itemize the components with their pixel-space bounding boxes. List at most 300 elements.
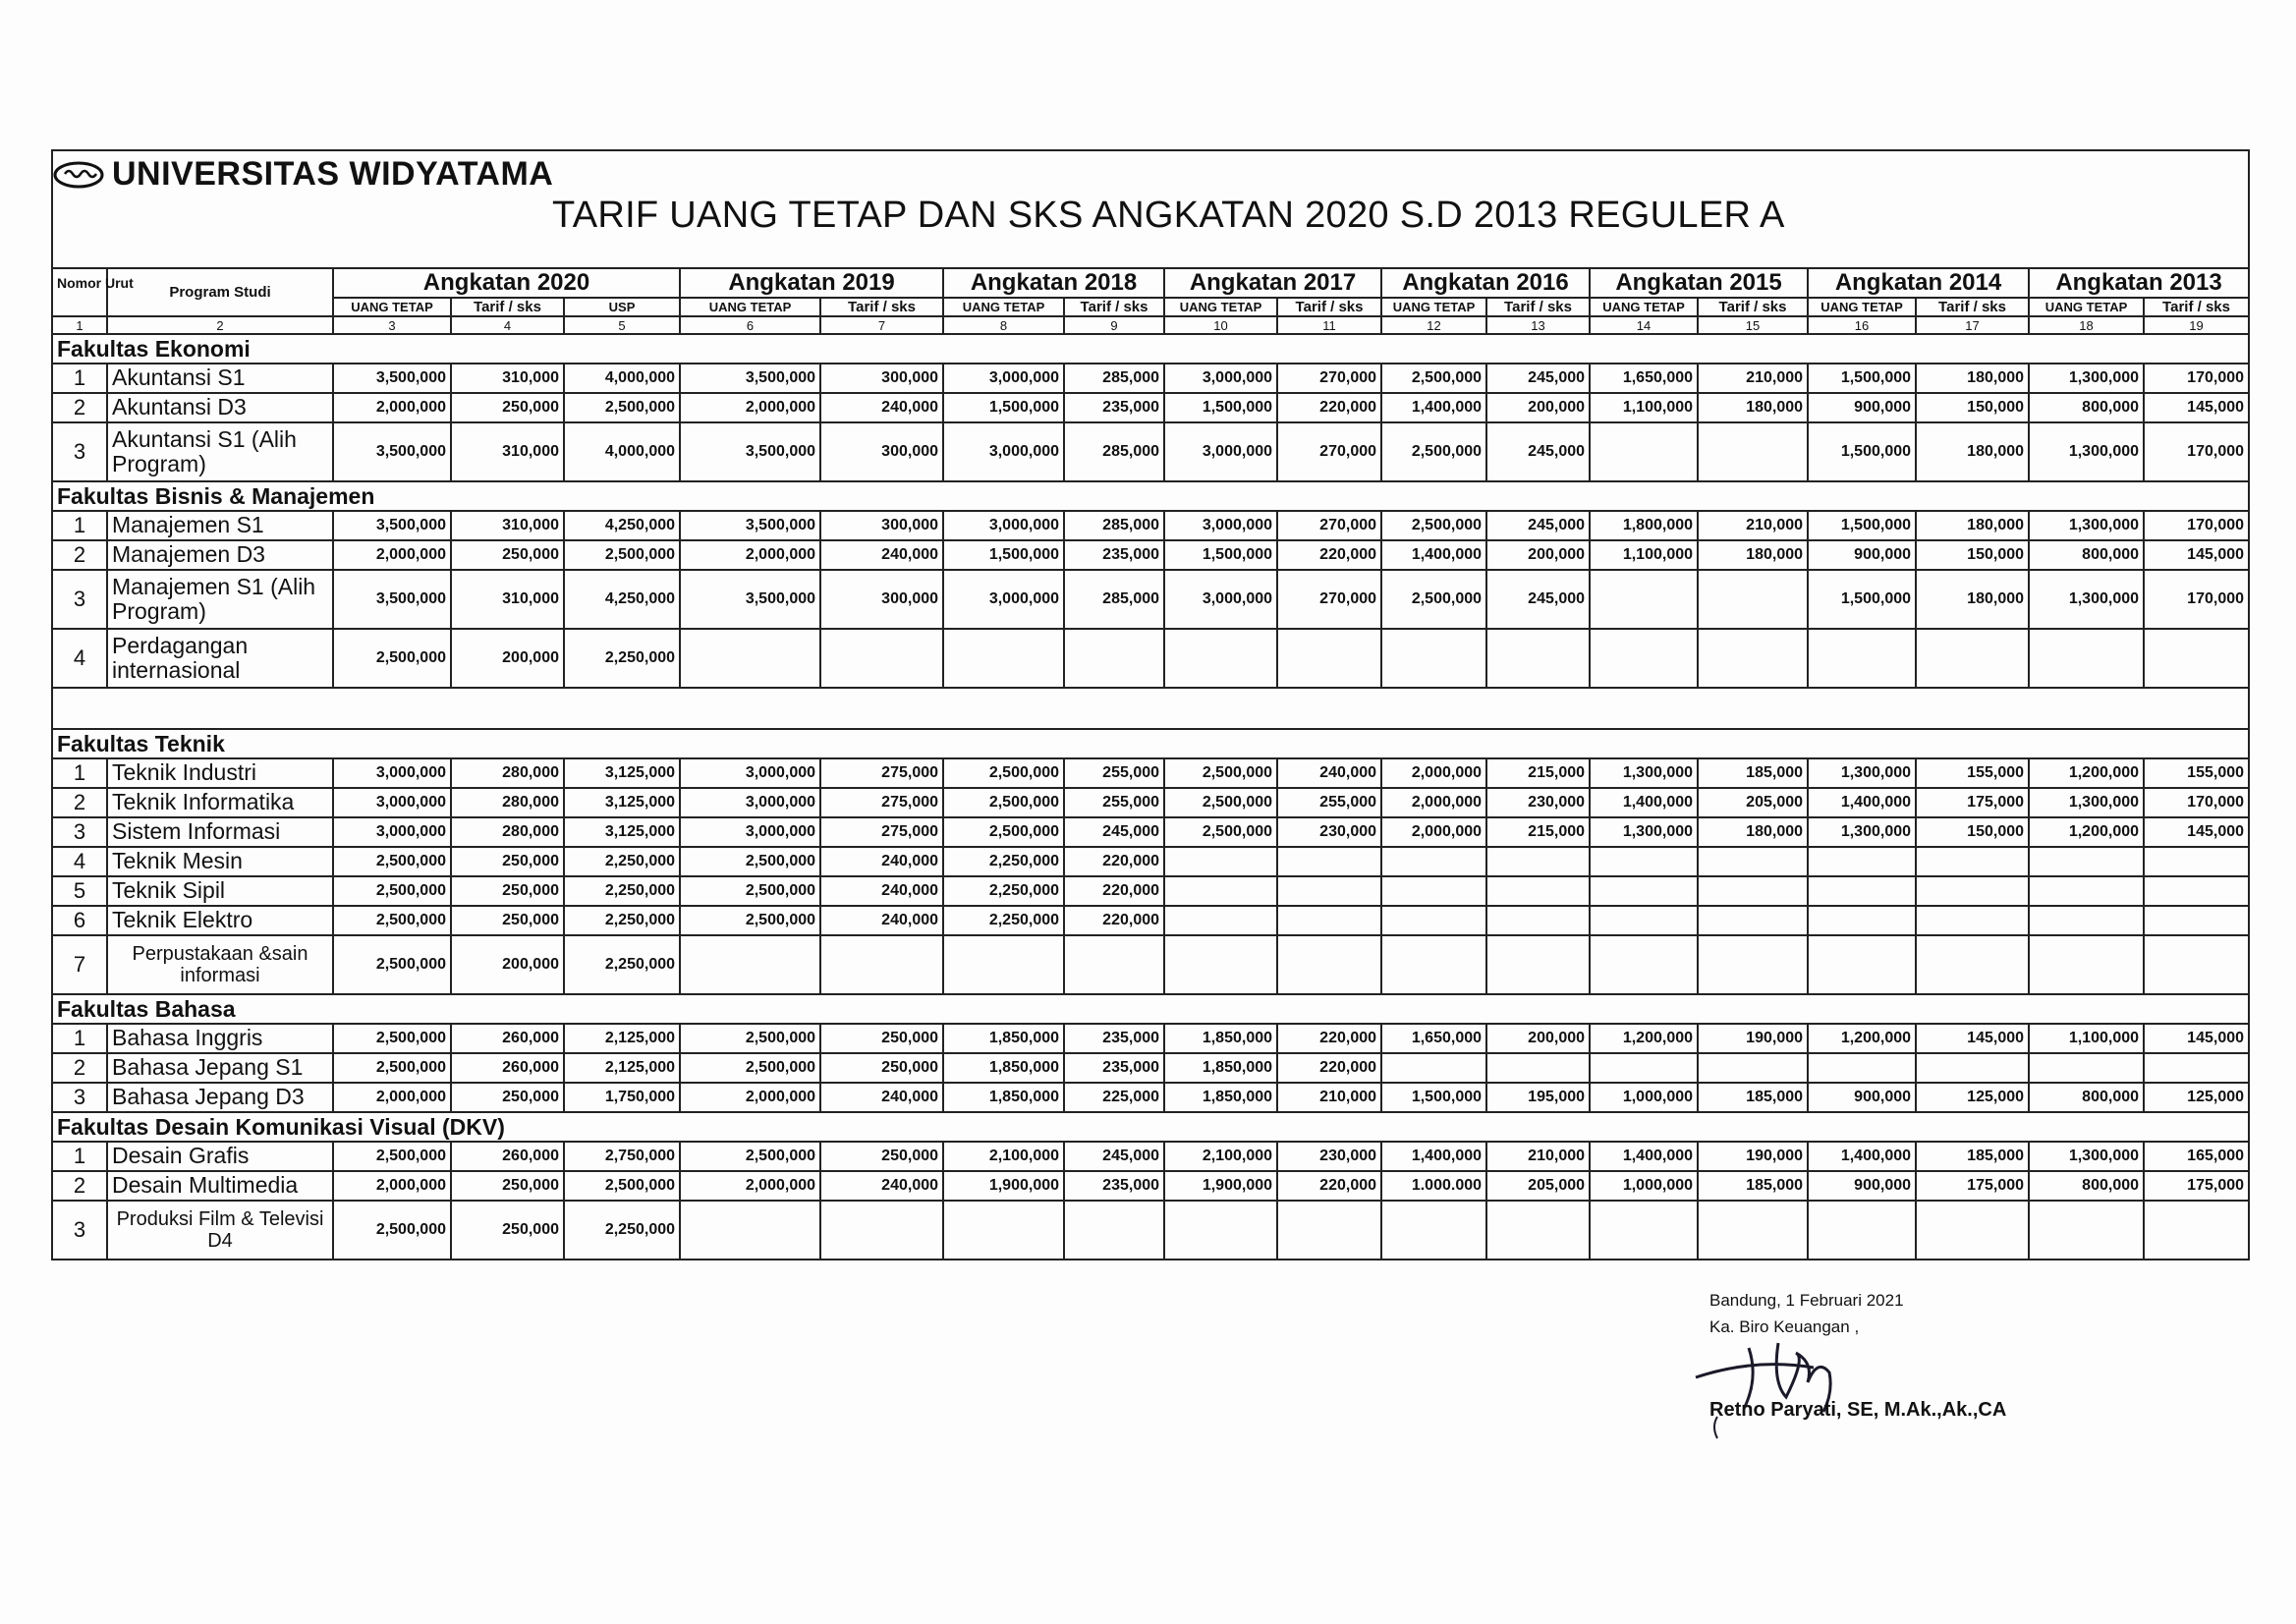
row-number: 1 — [52, 1142, 107, 1171]
subheader-uang-tetap: UANG TETAP — [943, 298, 1064, 316]
header-year: Angkatan 2018 — [943, 268, 1164, 298]
tariff-value: 2,500,000 — [564, 1171, 680, 1201]
column-number: 9 — [1064, 316, 1164, 334]
tariff-value — [1590, 422, 1698, 481]
tariff-value — [1064, 629, 1164, 688]
column-number: 12 — [1381, 316, 1486, 334]
row-number: 3 — [52, 1083, 107, 1112]
subheader-uang-tetap: UANG TETAP — [333, 298, 451, 316]
tariff-value: 1,300,000 — [2029, 422, 2144, 481]
document-title: TARIF UANG TETAP DAN SKS ANGKATAN 2020 S.D 2013 REGULER A — [552, 195, 1785, 236]
table-row — [52, 1053, 2249, 1083]
tariff-value: 145,000 — [1916, 1024, 2029, 1053]
table-row — [52, 629, 2249, 688]
table-row — [52, 540, 2249, 570]
tariff-value: 1,900,000 — [1164, 1171, 1277, 1201]
tariff-value: 800,000 — [2029, 540, 2144, 570]
tariff-value: 285,000 — [1064, 422, 1164, 481]
row-number: 2 — [52, 1171, 107, 1201]
tariff-value: 170,000 — [2144, 788, 2249, 817]
tariff-value — [680, 629, 820, 688]
tariff-value: 220,000 — [1064, 847, 1164, 876]
tariff-value: 2,250,000 — [564, 1201, 680, 1260]
tariff-value: 200,000 — [1486, 393, 1590, 422]
row-number: 2 — [52, 540, 107, 570]
tariff-value — [2144, 847, 2249, 876]
tariff-value: 3,000,000 — [1164, 364, 1277, 393]
tariff-value: 215,000 — [1486, 817, 1590, 847]
program-name: Desain Multimedia — [107, 1171, 333, 1201]
tariff-value: 170,000 — [2144, 511, 2249, 540]
subheader-tarif-sks: Tarif / sks — [1698, 298, 1808, 316]
tariff-value: 180,000 — [1916, 511, 2029, 540]
row-number: 1 — [52, 758, 107, 788]
subheader-uang-tetap: UANG TETAP — [1164, 298, 1277, 316]
table-row — [52, 935, 2249, 994]
program-name: Manajemen D3 — [107, 540, 333, 570]
tariff-value: 1,300,000 — [2029, 364, 2144, 393]
tariff-value: 1,650,000 — [1590, 364, 1698, 393]
tariff-value — [1164, 935, 1277, 994]
tariff-value: 1,200,000 — [2029, 758, 2144, 788]
table-row — [52, 788, 2249, 817]
column-number: 6 — [680, 316, 820, 334]
tariff-value: 285,000 — [1064, 570, 1164, 629]
tariff-value — [1381, 1201, 1486, 1260]
program-name: Manajemen S1 — [107, 511, 333, 540]
tariff-value: 285,000 — [1064, 511, 1164, 540]
tariff-value: 1,500,000 — [1808, 364, 1916, 393]
tariff-value: 1,650,000 — [1381, 1024, 1486, 1053]
column-number: 14 — [1590, 316, 1698, 334]
signature-place-date: Bandung, 1 Februari 2021 — [1709, 1291, 1904, 1310]
tariff-value: 275,000 — [820, 788, 943, 817]
tariff-value: 1,500,000 — [1164, 540, 1277, 570]
tariff-value — [2029, 847, 2144, 876]
tariff-value: 2,250,000 — [564, 629, 680, 688]
tariff-value: 3,000,000 — [943, 511, 1064, 540]
tariff-value: 2,250,000 — [564, 847, 680, 876]
tariff-value: 270,000 — [1277, 511, 1381, 540]
tariff-value — [1698, 876, 1808, 906]
tariff-value: 220,000 — [1277, 393, 1381, 422]
tariff-value: 145,000 — [2144, 540, 2249, 570]
tariff-value: 2,250,000 — [943, 847, 1064, 876]
tariff-value — [1916, 1053, 2029, 1083]
tariff-value: 3,000,000 — [333, 788, 451, 817]
tariff-value — [1164, 1201, 1277, 1260]
table-row — [52, 1024, 2249, 1053]
table-row — [52, 906, 2249, 935]
header-year: Angkatan 2016 — [1381, 268, 1590, 298]
tariff-value: 310,000 — [451, 364, 564, 393]
tariff-value: 1,850,000 — [1164, 1083, 1277, 1112]
tariff-value: 2,250,000 — [943, 906, 1064, 935]
tariff-value: 2,500,000 — [943, 758, 1064, 788]
tariff-value: 180,000 — [1916, 422, 2029, 481]
tariff-value: 180,000 — [1916, 570, 2029, 629]
tariff-value: 3,500,000 — [680, 364, 820, 393]
tariff-value: 1,900,000 — [943, 1171, 1064, 1201]
tariff-value: 250,000 — [451, 847, 564, 876]
tariff-value: 1,850,000 — [1164, 1053, 1277, 1083]
subheader-tarif-sks: Tarif / sks — [1916, 298, 2029, 316]
program-name: Perpustakaan &sain informasi — [107, 935, 333, 994]
tariff-value: 1,300,000 — [2029, 511, 2144, 540]
table-row — [52, 847, 2249, 876]
tariff-value: 1,100,000 — [1590, 393, 1698, 422]
program-name: Sistem Informasi — [107, 817, 333, 847]
tariff-value — [1916, 906, 2029, 935]
tariff-value: 240,000 — [820, 1083, 943, 1112]
tariff-value: 200,000 — [1486, 1024, 1590, 1053]
tariff-value: 3,000,000 — [1164, 511, 1277, 540]
tariff-value: 300,000 — [820, 364, 943, 393]
tariff-value — [2029, 935, 2144, 994]
row-number: 2 — [52, 1053, 107, 1083]
tariff-value: 1,200,000 — [1808, 1024, 1916, 1053]
table-row — [52, 817, 2249, 847]
tariff-value: 2,500,000 — [943, 788, 1064, 817]
tariff-value — [1916, 1201, 2029, 1260]
tariff-value — [1590, 847, 1698, 876]
program-name: Akuntansi S1 (Alih Program) — [107, 422, 333, 481]
tariff-value — [1698, 570, 1808, 629]
program-name: Desain Grafis — [107, 1142, 333, 1171]
tariff-value: 1,300,000 — [1808, 817, 1916, 847]
tariff-value — [1164, 906, 1277, 935]
tariff-value — [820, 935, 943, 994]
tariff-value: 2,500,000 — [564, 393, 680, 422]
tariff-value: 2,500,000 — [1381, 511, 1486, 540]
signature-position: Ka. Biro Keuangan , — [1709, 1317, 1860, 1337]
tariff-value — [2029, 1201, 2144, 1260]
tariff-value: 1,300,000 — [1590, 817, 1698, 847]
tariff-value: 235,000 — [1064, 1024, 1164, 1053]
tariff-value: 260,000 — [451, 1024, 564, 1053]
tariff-value: 1,800,000 — [1590, 511, 1698, 540]
tariff-value: 230,000 — [1277, 817, 1381, 847]
tariff-value: 220,000 — [1277, 1053, 1381, 1083]
tariff-value: 2,500,000 — [1381, 364, 1486, 393]
tariff-value — [1164, 847, 1277, 876]
tariff-value: 2,125,000 — [564, 1024, 680, 1053]
tariff-value — [1590, 629, 1698, 688]
tariff-value: 2,500,000 — [1381, 422, 1486, 481]
tariff-value — [1698, 1053, 1808, 1083]
tariff-value: 230,000 — [1486, 788, 1590, 817]
tariff-value — [2144, 1201, 2249, 1260]
tariff-value: 270,000 — [1277, 364, 1381, 393]
tariff-value: 2,100,000 — [943, 1142, 1064, 1171]
tariff-value: 2,500,000 — [333, 1024, 451, 1053]
tariff-value: 250,000 — [451, 393, 564, 422]
tariff-value: 175,000 — [1916, 788, 2029, 817]
tariff-value: 2,000,000 — [680, 1171, 820, 1201]
program-name: Teknik Sipil — [107, 876, 333, 906]
tariff-value — [1064, 1201, 1164, 1260]
row-number: 1 — [52, 511, 107, 540]
column-number: 13 — [1486, 316, 1590, 334]
row-number: 2 — [52, 788, 107, 817]
tariff-value — [1808, 935, 1916, 994]
subheader-tarif-sks: Tarif / sks — [2144, 298, 2249, 316]
tariff-value: 1,100,000 — [2029, 1024, 2144, 1053]
tariff-value — [1698, 1201, 1808, 1260]
tariff-value: 2,500,000 — [1164, 788, 1277, 817]
tariff-value: 1,400,000 — [1381, 393, 1486, 422]
tariff-value: 270,000 — [1277, 422, 1381, 481]
tariff-value: 1,400,000 — [1808, 1142, 1916, 1171]
subheader-tarif-sks: Tarif / sks — [451, 298, 564, 316]
tariff-value: 260,000 — [451, 1142, 564, 1171]
tariff-value: 3,500,000 — [680, 422, 820, 481]
subheader-tarif-sks: Tarif / sks — [1277, 298, 1381, 316]
tariff-value: 240,000 — [1277, 758, 1381, 788]
tariff-value — [1277, 629, 1381, 688]
tariff-value: 3,000,000 — [680, 788, 820, 817]
tariff-value — [943, 629, 1064, 688]
table-row — [52, 364, 2249, 393]
tariff-value: 1,850,000 — [943, 1024, 1064, 1053]
row-number: 1 — [52, 1024, 107, 1053]
tariff-value — [680, 1201, 820, 1260]
tariff-value: 1,300,000 — [2029, 788, 2144, 817]
tariff-value: 125,000 — [1916, 1083, 2029, 1112]
tariff-value — [820, 1201, 943, 1260]
tariff-value: 170,000 — [2144, 364, 2249, 393]
tariff-value — [1808, 629, 1916, 688]
tariff-value: 180,000 — [1698, 817, 1808, 847]
tariff-value — [1486, 1201, 1590, 1260]
tariff-value: 245,000 — [1486, 511, 1590, 540]
tariff-value: 1,500,000 — [943, 393, 1064, 422]
tariff-value — [1590, 906, 1698, 935]
tariff-value — [2029, 1053, 2144, 1083]
column-number: 17 — [1916, 316, 2029, 334]
tariff-value: 220,000 — [1277, 1024, 1381, 1053]
tariff-value: 200,000 — [451, 935, 564, 994]
program-name: Akuntansi S1 — [107, 364, 333, 393]
tariff-value: 3,125,000 — [564, 817, 680, 847]
faculty-heading: Fakultas Bahasa — [52, 994, 2249, 1024]
tariff-value: 155,000 — [2144, 758, 2249, 788]
tariff-value: 250,000 — [820, 1053, 943, 1083]
tariff-value: 3,000,000 — [1164, 570, 1277, 629]
tariff-value: 170,000 — [2144, 570, 2249, 629]
tariff-value — [1808, 876, 1916, 906]
tariff-value: 275,000 — [820, 817, 943, 847]
tariff-value: 800,000 — [2029, 393, 2144, 422]
tariff-value: 250,000 — [820, 1142, 943, 1171]
header-year: Angkatan 2020 — [333, 268, 680, 298]
tariff-value: 240,000 — [820, 876, 943, 906]
tariff-value: 240,000 — [820, 393, 943, 422]
tariff-value: 2,000,000 — [1381, 758, 1486, 788]
tariff-value: 1,750,000 — [564, 1083, 680, 1112]
tariff-value: 2,500,000 — [333, 906, 451, 935]
subheader-uang-tetap: UANG TETAP — [1808, 298, 1916, 316]
tariff-value — [1486, 629, 1590, 688]
tariff-value: 2,500,000 — [680, 1053, 820, 1083]
tariff-value — [1486, 935, 1590, 994]
column-number: 5 — [564, 316, 680, 334]
column-number: 2 — [107, 316, 333, 334]
tariff-value: 220,000 — [1277, 1171, 1381, 1201]
table-row — [52, 511, 2249, 540]
tariff-value: 1,500,000 — [1808, 570, 1916, 629]
column-number: 16 — [1808, 316, 1916, 334]
table-row — [52, 1083, 2249, 1112]
tariff-value: 1,850,000 — [943, 1083, 1064, 1112]
tariff-value: 185,000 — [1698, 1171, 1808, 1201]
tariff-value: 2,500,000 — [680, 1024, 820, 1053]
tariff-value: 1,000,000 — [1590, 1171, 1698, 1201]
tariff-value: 1,500,000 — [943, 540, 1064, 570]
tariff-value: 3,000,000 — [1164, 422, 1277, 481]
tariff-value: 280,000 — [451, 817, 564, 847]
tariff-value: 3,500,000 — [680, 570, 820, 629]
tariff-value: 3,000,000 — [943, 422, 1064, 481]
tariff-value: 255,000 — [1277, 788, 1381, 817]
tariff-value — [2144, 876, 2249, 906]
tariff-value — [2144, 935, 2249, 994]
tariff-value: 2,000,000 — [333, 393, 451, 422]
tariff-value: 165,000 — [2144, 1142, 2249, 1171]
tariff-value — [943, 1201, 1064, 1260]
tariff-value: 2,100,000 — [1164, 1142, 1277, 1171]
tariff-value: 180,000 — [1916, 364, 2029, 393]
tariff-value: 240,000 — [820, 540, 943, 570]
table-row — [52, 1142, 2249, 1171]
tariff-value: 195,000 — [1486, 1083, 1590, 1112]
column-number: 10 — [1164, 316, 1277, 334]
tariff-value: 1,500,000 — [1381, 1083, 1486, 1112]
tariff-value: 240,000 — [820, 1171, 943, 1201]
tariff-value: 2,500,000 — [1381, 570, 1486, 629]
tariff-value — [1164, 629, 1277, 688]
tariff-value: 3,000,000 — [680, 758, 820, 788]
program-name: Teknik Industri — [107, 758, 333, 788]
tariff-value: 250,000 — [451, 1171, 564, 1201]
row-number: 2 — [52, 393, 107, 422]
subheader-uang-tetap: UANG TETAP — [1590, 298, 1698, 316]
tariff-value — [1590, 570, 1698, 629]
tariff-value — [2029, 876, 2144, 906]
tariff-value — [1381, 847, 1486, 876]
row-number: 7 — [52, 935, 107, 994]
university-logo-icon — [53, 160, 104, 190]
tariff-value — [1064, 935, 1164, 994]
tariff-value: 150,000 — [1916, 393, 2029, 422]
tariff-value: 2,500,000 — [333, 876, 451, 906]
tariff-value: 2,000,000 — [333, 540, 451, 570]
tariff-value: 2,500,000 — [333, 1053, 451, 1083]
column-number: 1 — [52, 316, 107, 334]
tariff-value — [1590, 1053, 1698, 1083]
tariff-value — [1486, 847, 1590, 876]
tariff-value: 2,000,000 — [333, 1171, 451, 1201]
tariff-value: 2,000,000 — [680, 540, 820, 570]
tariff-value: 2,500,000 — [333, 935, 451, 994]
tariff-value: 3,125,000 — [564, 758, 680, 788]
tariff-value — [943, 935, 1064, 994]
tariff-value: 240,000 — [820, 847, 943, 876]
header-year: Angkatan 2013 — [2029, 268, 2249, 298]
tariff-value: 3,500,000 — [333, 570, 451, 629]
tariff-value: 3,000,000 — [680, 817, 820, 847]
tariff-value — [1486, 906, 1590, 935]
tariff-value: 1,500,000 — [1808, 422, 1916, 481]
subheader-usp: USP — [564, 298, 680, 316]
tariff-value: 225,000 — [1064, 1083, 1164, 1112]
row-number: 4 — [52, 629, 107, 688]
column-number: 11 — [1277, 316, 1381, 334]
tariff-value: 1,300,000 — [2029, 1142, 2144, 1171]
tariff-value: 280,000 — [451, 788, 564, 817]
tariff-value: 145,000 — [2144, 817, 2249, 847]
tariff-value: 155,000 — [1916, 758, 2029, 788]
program-name: Bahasa Inggris — [107, 1024, 333, 1053]
tariff-value: 230,000 — [1277, 1142, 1381, 1171]
tariff-value: 210,000 — [1277, 1083, 1381, 1112]
tariff-value: 1,400,000 — [1381, 1142, 1486, 1171]
tariff-value — [1808, 1201, 1916, 1260]
tariff-value: 275,000 — [820, 758, 943, 788]
handwritten-signature — [1690, 1338, 1906, 1446]
tariff-value: 220,000 — [1064, 906, 1164, 935]
tariff-value — [1698, 422, 1808, 481]
tariff-value: 300,000 — [820, 422, 943, 481]
tariff-value: 4,250,000 — [564, 570, 680, 629]
header-year: Angkatan 2019 — [680, 268, 943, 298]
tariff-value: 2,500,000 — [680, 1142, 820, 1171]
tariff-value — [1277, 935, 1381, 994]
table-row — [52, 1171, 2249, 1201]
tariff-value: 3,000,000 — [943, 364, 1064, 393]
tariff-value — [1698, 906, 1808, 935]
university-header — [53, 155, 553, 194]
tariff-value — [820, 629, 943, 688]
tariff-value: 180,000 — [1698, 540, 1808, 570]
tariff-value: 1,200,000 — [1590, 1024, 1698, 1053]
tariff-value: 1,850,000 — [943, 1053, 1064, 1083]
tariff-value: 3,500,000 — [333, 422, 451, 481]
subheader-uang-tetap: UANG TETAP — [680, 298, 820, 316]
tariff-value: 2,500,000 — [333, 1142, 451, 1171]
tariff-value: 245,000 — [1486, 422, 1590, 481]
program-name: Produksi Film & Televisi D4 — [107, 1201, 333, 1260]
tariff-value: 1,300,000 — [1808, 758, 1916, 788]
tariff-value — [1698, 629, 1808, 688]
tariff-value — [1381, 906, 1486, 935]
tariff-value: 190,000 — [1698, 1142, 1808, 1171]
tariff-value: 900,000 — [1808, 393, 1916, 422]
tariff-value: 2,250,000 — [564, 876, 680, 906]
tariff-value: 185,000 — [1916, 1142, 2029, 1171]
tariff-value: 250,000 — [451, 1083, 564, 1112]
tariff-value: 255,000 — [1064, 758, 1164, 788]
program-name: Bahasa Jepang D3 — [107, 1083, 333, 1112]
tariff-value: 1,100,000 — [1590, 540, 1698, 570]
tariff-value: 205,000 — [1486, 1171, 1590, 1201]
tariff-value: 2,250,000 — [564, 935, 680, 994]
tariff-value: 4,000,000 — [564, 364, 680, 393]
tariff-value: 3,000,000 — [333, 758, 451, 788]
column-number: 8 — [943, 316, 1064, 334]
university-name: UNIVERSITAS WIDYATAMA — [112, 155, 554, 193]
tariff-value: 900,000 — [1808, 1083, 1916, 1112]
